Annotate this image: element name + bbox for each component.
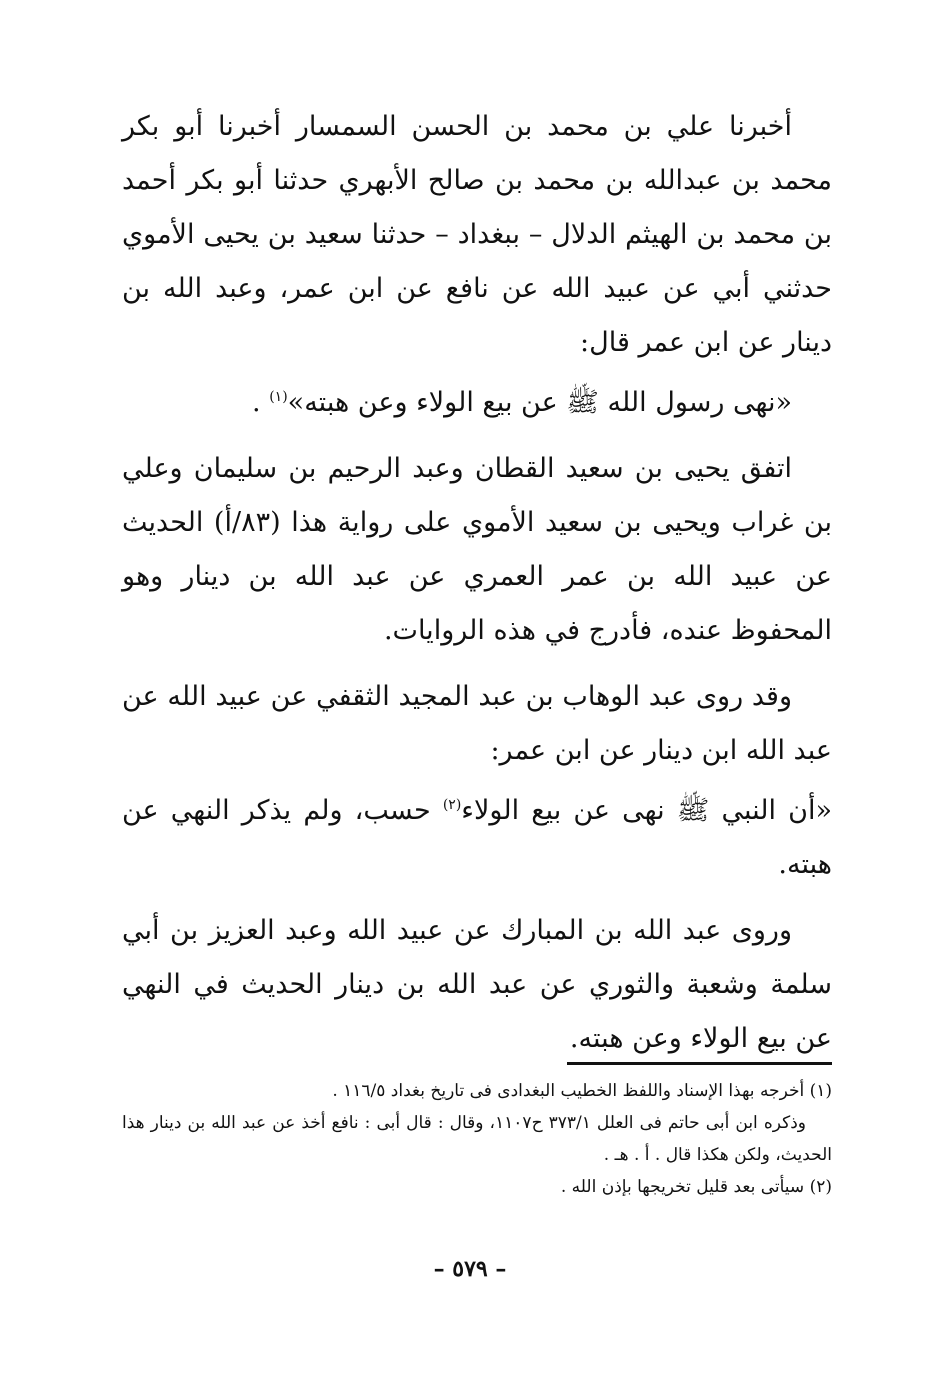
quote-tail: حسب، ولم يذكر النهي عن هبته. (122, 795, 832, 880)
paragraph-text: وروى عبد الله بن المبارك عن عبيد الله وعبد العزيز بن أبي سلمة وشعبة والثوري عن عبد الله بن دينار الحديث في النهي عن بيع الولاء وعن هبته. (122, 915, 832, 1054)
paragraph-isnad (122, 100, 832, 370)
paragraph-text: أخبرنا علي بن محمد بن الحسن السمسار أخبرنا أبو بكر محمد بن عبدالله بن محمد بن صالح الأبهري حدثنا أبو بكر أحمد بن محمد بن الهيثم الدلال – ببغداد – حدثنا سعيد بن يحيى الأموي حدثني أبي عن عبيد الله عن نافع عن ابن عمر، وعبد الله بن دينار عن ابن عمر قال: (122, 111, 832, 358)
paragraph-text: وقد روى عبد الوهاب بن عبد المجيد الثقفي عن عبيد الله عن عبد الله ابن دينار عن ابن عمر: (122, 681, 832, 766)
quote-text: «نهى رسول الله ﷺ عن بيع الولاء وعن هبته» (287, 387, 792, 418)
footnote-1: (١) أخرجه بهذا الإسناد واللفظ الخطيب البغدادى فى تاريخ بغداد ١١٦/٥ . (332, 1081, 832, 1101)
footnote-ref-2: (٢) (442, 797, 462, 813)
footnotes-section (122, 1062, 832, 1203)
paragraph-mubarak (122, 904, 832, 1066)
main-text (122, 100, 832, 1072)
hadith-quote-2 (122, 784, 832, 892)
footnote-2: (٢) سيأتى بعد قليل تخريجها بإذن الله . (560, 1177, 832, 1197)
footnote-divider (567, 1062, 832, 1065)
footnote-ref-1: (١) (269, 389, 288, 405)
quote-text: «أن النبي ﷺ نهى عن بيع الولاء (461, 795, 833, 826)
quote-tail: . (252, 387, 270, 418)
paragraph-agreement (122, 442, 832, 658)
page-number: – ٥٧٩ – (433, 1256, 507, 1282)
hadith-quote-1 (122, 376, 832, 430)
paragraph-thaqafi (122, 670, 832, 778)
paragraph-text: اتفق يحيى بن سعيد القطان وعبد الرحيم بن سليمان وعلي بن غراب ويحيى بن سعيد الأموي على رواية هذا (٨٣/أ) الحديث عن عبيد الله بن عمر العمري عن عبد الله بن دينار وهو المحفوظ عنده، فأدرج في هذه الروايات. (122, 453, 832, 646)
footnote-1-continued: وذكره ابن أبى حاتم فى العلل ٣٧٣/١ ح١١٠٧، وقال : قال أبى : نافع أخذ عن عبد الله بن دينار هذا الحديث، ولكن هكذا قال . أ . هـ . (122, 1113, 832, 1165)
